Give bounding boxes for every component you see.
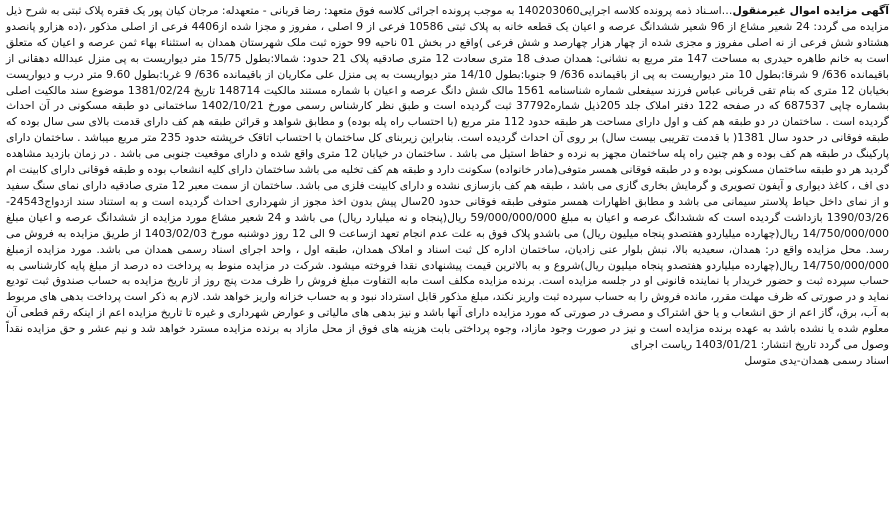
notice-signature: اسناد رسمی همدان-یدی متوسل [744,353,889,367]
notice-body-paragraph [6,3,889,353]
notice-title-separator: … [721,4,733,17]
notice-body-text: اسـناد ذمه پرونده کلاسه اجرایی140203060 به موجب پرونده اجرائی کلاسه فوق متعهد: رضا قربانی - متعهدله: مرجان کیان پور یک فقره پلاک ثبتی به شرح ذیل مزایده می گردد: 24 شعیر مشاع از 96 شعیر ششدانگ عرصه و اعیان یک قطعه خانه به پلاک ثبتی 10586 فرعی از 9 اصلی ، مفروز و مجزا شده از4406 فرعی از اصلی مذکور ،(ده هزارو پانصدو هشتادو شش فرعی از نه اصلی مفروز و مجزی شده از چهار هزار چهارصد و شش فرعی )واقع در بخش 01 ناحیه 99 حوزه ثبت ملک شهرستان همدان به استثناء بهاء ثمن عرصه و اعیان که متعلق است به خانم طاهره حیدری به مساحت 147 متر مربع به نشانی: همدان صدف 18 متری سعادت 12 متری صادقیه پلاک 21 حدود: شمالا:بطول 15/75 متر دیواریست به پی منزل عبدالله دهقانی از باقیمانده 636/ 9 شرقا:بطول 10 متر دیواریست به پی از باقیمانده 636/ 9 جنوبا:بطول 14/10 متر دیواریست به پی منزل علی مکاریان از باقیمانده 636/ 9 غربا:بطول 9.60 متر درب و دیواریست بخیابان 12 متری که بنام تقی قربانی عباس فرزند سیفعلی شماره شناسنامه 1561 مالک شش دانگ عرصه و اعیان با شماره مستند مالکیت 148714 تاریخ 1381/02/24 موضوع سند مالکیت اصلی بشماره چاپی 687537 که در صفحه 122 دفتر املاک جلد 205ذیل شماره37792 ثبت گردیده است و طبق نظر کارشناس رسمی مورخ 1402/10/21 ساختمانی دو طبقه مسکونی در آن احداث گردیده است . ساختمان در دو طبقه هم کف و اول دارای مساحت هر طبقه حدود 112 متر مربع (با احتساب راه پله بوده) و مطابق شواهد و قرائن طبقه هم کف دارای قدمت بالای سی سال بوده که طبقه فوقانی در حدود سال 1381( با قدمت تقریبی بیست سال) بر روی آن احداث گردیده است. بنابراین زیربنای کل ساختمان با احتساب اتاقک خرپشته حدود 235 متر مربع میباشد . ساختمان دارای پارکینگ در طبقه هم کف بوده و هم چنین راه پله ساختمان مجهز به نرده و حفاظ استیل می باشد . ساختمان در خیابان 12 متری واقع شده و دارای موقعیت جنوبی می باشد . در زمان بازدید مشاهده گردید هر دو طبقه ساختمان مسکونی بوده و در طبقه فوقانی همسر متوفی(مادر خانواده) سکونت دارد و طبقه هم کف تخلیه می باشد ساختمان دارای کلیه انشعاب بوده و طبقه فوقانی دارای کابینت ام دی اف ، کاغذ دیواری و آیفون تصویری و گرمایش بخاری گازی می باشد ، طبقه هم کف بازسازی نشده و دارای کابینت فلزی می باشد. ساختمان از سمت معبر 12 متری صادقیه دارای نمای سنگ سفید و از نمای داخل حیاط پلاستر سیمانی می باشد و مطابق اظهارات همسر متوفی طبقه فوقانی حدود 20سال پیش بدون اخذ مجوز از شهرداری احداث گردیده است و به استناد سند ازدواج24543-1390/03/26 بازداشت گردیده است که ششدانگ عرصه و اعیان به مبلغ 59/000/000/000 ریال(پنجاه و نه میلیارد ریال) می باشد و 24 شعیر مشاع مورد مزایده از ششدانگ عرصه و اعیان مبلغ 14/750/000/000 ریال(چهارده میلیاردو هفتصدو پنجاه میلیون ریال) می باشدو پلاک فوق به علت عدم انجام تعهد ازساعت 9 الی 12 روز دوشنبه مورخ 1403/02/03 از طریق مزایده به فروش می رسد. محل مزایده واقع در: همدان، سعیدیه بالا، نبش بلوار عنی زادیان، ساختمان اداره کل ثبت اسناد و املاک همدان، طبقه اول ، واحد اجرای اسناد رسمی همدان می باشد. مورد مزایده ازمبلغ 14/750/000/000 ریال(چهارده میلیاردو هفتصدو پنجاه میلیون ریال)شروع و به بالاترین قیمت پیشنهادی نقدا فروخته میشود. شرکت در مزایده منوط به پرداخت ده درصد از مبلغ پایه کارشناسی به حساب سپرده ثبت و حضور خریدار یا نماینده قانونی او در جلسه مزایده است. برنده مزایده مکلف است مابه التفاوت مبلغ فروش را ظرف مدت پنج روز از تاریخ مزایده به حساب صندوق ثبت تودیع نماید و در صورتی که ظرف مهلت مقرر، مانده فروش را به حساب سپرده ثبت واریز نکند، مبلغ مذکور قابل استرداد نبود و به حساب خزانه واریز خواهد شد. لازم به ذکر است پرداخت بدهی های مربوط به آب، برق، گاز اعم از حق انشعاب و یا حق اشتراک و مصرف در صورتی که مورد مزایده دارای آنها باشد و نیز بدهی های مالیاتی و عوارض شهرداری و غیره تا تاریخ مزایده اعم از اینکه رقم قطعی آن معلوم شده یا نشده باشد به عهده برنده مزایده است و نیز در صورت وجود مازاد، وجوه پرداختی بابت هزینه های فوق از محل مازاد به برنده مزایده مسترد خواهد شد و نیم عشر و حق مزایده نقداً وصول می گردد تاریخ انتشار: 1403/01/21 ریاست اجرای [6,4,890,352]
notice-title: آگهی مزایده اموال غیرمنقول [732,4,890,17]
